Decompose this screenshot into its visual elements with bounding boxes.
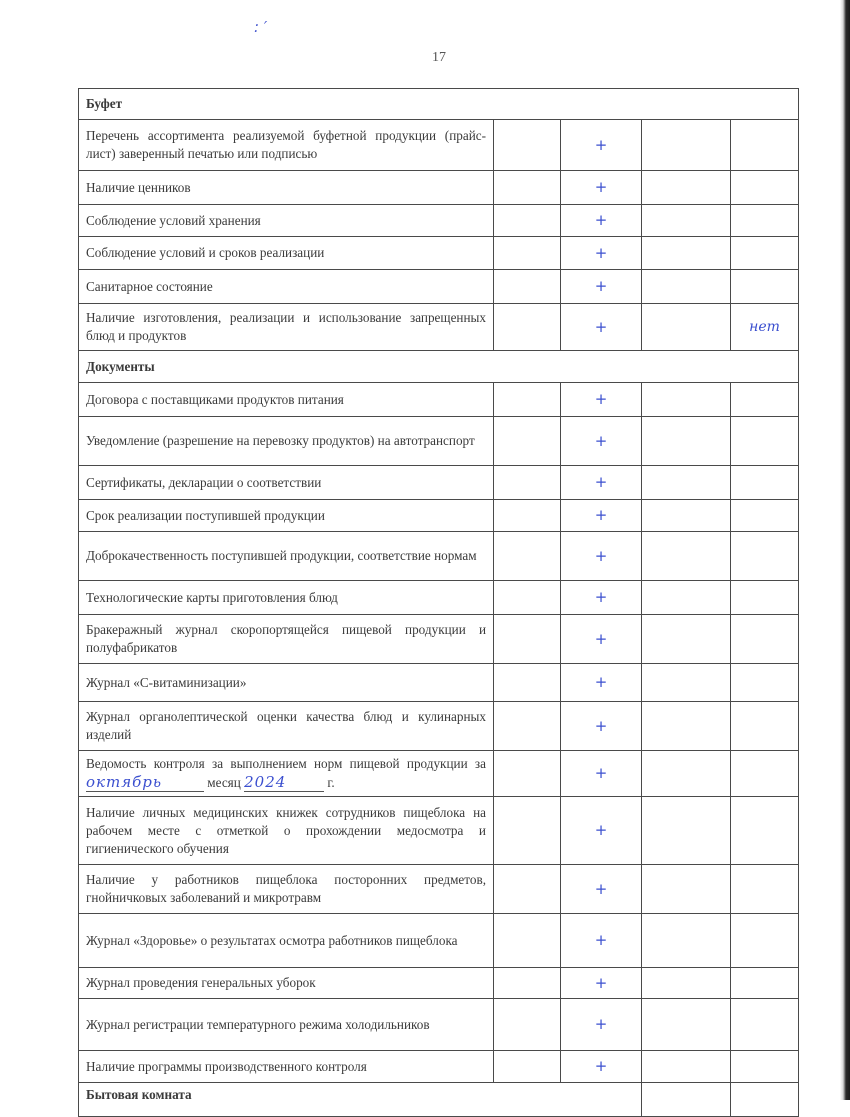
check-mark-cell <box>561 751 642 797</box>
plus-mark: + <box>594 243 608 262</box>
empty-cell <box>494 304 561 351</box>
row-label: Журнал «Здоровье» о результатах осмотра работников пищеблока <box>79 914 494 968</box>
row-label: Перечень ассортимента реализуемой буфетной продукции (прайс-лист) заверенный печатью или подписью <box>79 120 494 171</box>
row-label: Уведомление (разрешение на перевозку продуктов) на автотранспорт <box>79 417 494 466</box>
empty-cell <box>731 466 799 500</box>
plus-mark: + <box>594 764 608 782</box>
plus-mark: + <box>594 1015 608 1033</box>
row-label-part: месяц <box>207 775 241 790</box>
row-label: Журнал регистрации температурного режима холодильников <box>79 999 494 1051</box>
plus-mark: + <box>594 317 608 336</box>
empty-cell <box>494 205 561 237</box>
plus-mark: + <box>594 821 608 839</box>
empty-cell <box>731 615 799 664</box>
table-row <box>79 999 799 1051</box>
plus-mark: + <box>594 277 608 295</box>
empty-cell <box>642 304 731 351</box>
plus-mark: + <box>594 716 608 735</box>
empty-cell <box>494 417 561 466</box>
empty-cell <box>642 581 731 615</box>
plus-mark: + <box>594 931 608 949</box>
check-mark-cell <box>561 417 642 466</box>
plus-mark: + <box>594 546 608 565</box>
row-label: Сертификаты, декларации о соответствии <box>79 466 494 500</box>
empty-cell <box>494 1051 561 1083</box>
section-title-household-room: Бытовая комната <box>79 1083 642 1117</box>
check-mark-cell <box>561 500 642 532</box>
check-mark-cell <box>561 120 642 171</box>
check-mark-cell <box>561 664 642 702</box>
empty-cell <box>494 797 561 865</box>
pen-scribble: : ′ <box>254 18 268 36</box>
row-label: Наличие у работников пищеблока посторонних предметов, гнойничковых заболеваний и микротравм <box>79 865 494 914</box>
month-handwritten-field: октябрь <box>86 773 204 792</box>
empty-cell <box>494 171 561 205</box>
empty-cell <box>731 270 799 304</box>
page-number: 17 <box>432 50 446 65</box>
table-row <box>79 171 799 205</box>
empty-cell <box>494 968 561 999</box>
row-label: Соблюдение условий хранения <box>79 205 494 237</box>
check-mark-cell <box>561 797 642 865</box>
empty-cell <box>731 1051 799 1083</box>
empty-cell <box>494 237 561 270</box>
table-row <box>79 304 799 351</box>
check-mark-cell <box>561 1051 642 1083</box>
empty-cell <box>642 270 731 304</box>
empty-cell <box>642 914 731 968</box>
check-mark-cell <box>561 702 642 751</box>
empty-cell <box>731 968 799 999</box>
empty-cell <box>731 417 799 466</box>
check-mark-cell <box>561 304 642 351</box>
row-label: Соблюдение условий и сроков реализации <box>79 237 494 270</box>
empty-cell <box>494 581 561 615</box>
row-label: Бракеражный журнал скоропортящейся пищевой продукции и полуфабрикатов <box>79 615 494 664</box>
row-label: Наличие ценников <box>79 171 494 205</box>
empty-cell <box>642 664 731 702</box>
table-row <box>79 270 799 304</box>
check-mark-cell <box>561 914 642 968</box>
empty-cell <box>731 914 799 968</box>
empty-cell <box>642 702 731 751</box>
plus-mark: + <box>594 178 608 196</box>
plus-mark: + <box>594 629 608 648</box>
section-row <box>79 351 799 383</box>
empty-cell <box>494 865 561 914</box>
table-row <box>79 237 799 270</box>
empty-cell <box>642 417 731 466</box>
empty-cell <box>642 865 731 914</box>
empty-cell <box>731 797 799 865</box>
empty-cell <box>731 865 799 914</box>
handwritten-note: нет <box>749 319 780 335</box>
table-row <box>79 532 799 581</box>
plus-mark: + <box>594 879 608 898</box>
empty-cell <box>642 968 731 999</box>
empty-cell <box>494 532 561 581</box>
row-label: Журнал «С-витаминизации» <box>79 664 494 702</box>
plus-mark: + <box>594 506 608 524</box>
row-label: Технологические карты приготовления блюд <box>79 581 494 615</box>
table-row <box>79 581 799 615</box>
table-row <box>79 205 799 237</box>
empty-cell <box>642 205 731 237</box>
empty-cell <box>731 205 799 237</box>
empty-cell <box>494 751 561 797</box>
year-handwritten-field: 2024 <box>244 773 324 792</box>
table-row <box>79 615 799 664</box>
empty-cell <box>731 171 799 205</box>
row-label: Санитарное состояние <box>79 270 494 304</box>
plus-mark: + <box>594 673 608 691</box>
check-mark-cell <box>561 615 642 664</box>
empty-cell <box>731 581 799 615</box>
table-row <box>79 865 799 914</box>
inspection-checklist-table <box>78 88 799 1117</box>
row-label-part: г. <box>327 775 335 790</box>
check-mark-cell <box>561 205 642 237</box>
empty-cell <box>642 500 731 532</box>
check-mark-cell <box>561 383 642 417</box>
check-mark-cell <box>561 865 642 914</box>
empty-cell <box>642 120 731 171</box>
section-title-documents: Документы <box>79 351 799 383</box>
row-label: Доброкачественность поступившей продукции, соответствие нормам <box>79 532 494 581</box>
table-row <box>79 120 799 171</box>
plus-mark: + <box>594 588 608 606</box>
plus-mark: + <box>594 135 608 154</box>
table-row <box>79 751 799 797</box>
row-label: Журнал органолептической оценки качества блюд и кулинарных изделий <box>79 702 494 751</box>
row-label: Договора с поставщиками продуктов питания <box>79 383 494 417</box>
empty-cell <box>731 999 799 1051</box>
check-mark-cell <box>561 581 642 615</box>
empty-cell <box>731 237 799 270</box>
table-row <box>79 968 799 999</box>
empty-cell <box>494 664 561 702</box>
empty-cell <box>494 999 561 1051</box>
table-row <box>79 1051 799 1083</box>
empty-cell <box>642 797 731 865</box>
empty-cell <box>642 466 731 500</box>
empty-cell <box>731 664 799 702</box>
plus-mark: + <box>594 973 608 992</box>
section-title-bufet: Буфет <box>79 89 799 120</box>
table-row <box>79 664 799 702</box>
note-cell <box>731 304 799 351</box>
table-row <box>79 383 799 417</box>
check-mark-cell <box>561 171 642 205</box>
empty-cell <box>494 702 561 751</box>
empty-cell <box>642 532 731 581</box>
row-label: Наличие программы производственного контроля <box>79 1051 494 1083</box>
check-mark-cell <box>561 270 642 304</box>
row-label: Наличие изготовления, реализации и использование запрещенных блюд и продуктов <box>79 304 494 351</box>
empty-cell <box>494 500 561 532</box>
plus-mark: + <box>594 473 608 491</box>
empty-cell <box>731 120 799 171</box>
empty-cell <box>731 702 799 751</box>
table-row <box>79 702 799 751</box>
row-label <box>79 751 494 797</box>
empty-cell <box>494 466 561 500</box>
empty-cell <box>731 383 799 417</box>
empty-cell <box>642 751 731 797</box>
empty-cell <box>731 751 799 797</box>
table-row <box>79 417 799 466</box>
empty-cell <box>642 615 731 664</box>
section-row <box>79 89 799 120</box>
empty-cell <box>494 383 561 417</box>
row-label-part: Ведомость контроля за выполнением норм пищевой продукции за <box>86 756 486 771</box>
check-mark-cell <box>561 466 642 500</box>
empty-cell <box>642 171 731 205</box>
empty-cell <box>642 237 731 270</box>
empty-cell <box>731 500 799 532</box>
check-mark-cell <box>561 999 642 1051</box>
row-label: Наличие личных медицинских книжек сотрудников пищеблока на рабочем месте с отметкой о прохождении медосмотра и гигиенического обучения <box>79 797 494 865</box>
plus-mark: + <box>594 211 608 229</box>
empty-cell <box>642 383 731 417</box>
empty-cell <box>494 615 561 664</box>
check-mark-cell <box>561 968 642 999</box>
table-row <box>79 500 799 532</box>
plus-mark: + <box>594 1057 608 1075</box>
table-row <box>79 797 799 865</box>
empty-cell <box>494 270 561 304</box>
scan-edge-shadow <box>840 0 850 1100</box>
empty-cell <box>731 532 799 581</box>
row-label: Журнал проведения генеральных уборок <box>79 968 494 999</box>
table-row <box>79 914 799 968</box>
empty-cell <box>642 999 731 1051</box>
empty-cell <box>494 120 561 171</box>
check-mark-cell <box>561 532 642 581</box>
plus-mark: + <box>594 431 608 450</box>
table-row <box>79 466 799 500</box>
plus-mark: + <box>594 390 608 408</box>
empty-cell <box>642 1051 731 1083</box>
row-label: Срок реализации поступившей продукции <box>79 500 494 532</box>
check-mark-cell <box>561 237 642 270</box>
empty-cell <box>494 914 561 968</box>
